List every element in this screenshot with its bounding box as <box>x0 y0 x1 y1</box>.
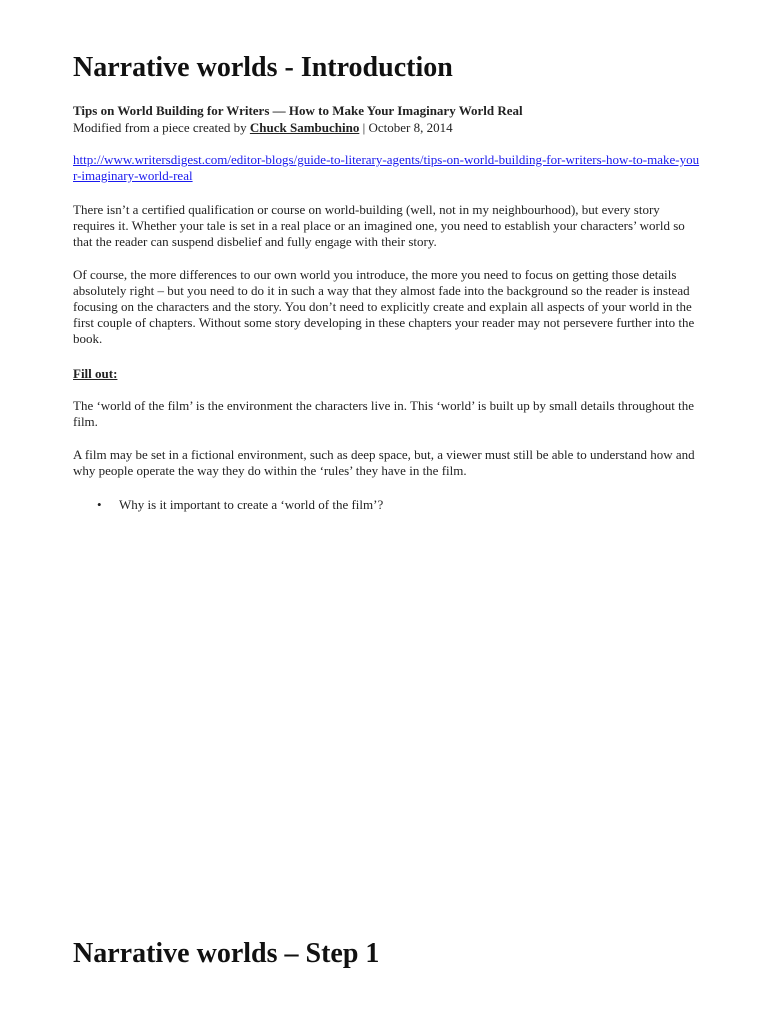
paragraph-intro: There isn’t a certified qualification or course on world-building (well, not in my neighbourhood), but every story requires it. Whether your tale is set in a real place or an imagined one, you need to establish your characters’ world so that the reader can suspend disbelief and fully engage with their story. <box>73 202 685 249</box>
question-text: Why is it important to create a ‘world of the film’? <box>119 497 384 512</box>
list-item <box>73 497 383 513</box>
document-page <box>73 0 703 1024</box>
source-url-link[interactable]: http://www.writersdigest.com/editor-blogs/guide-to-literary-agents/tips-on-world-building-for-writers-how-to-make-your-imaginary-world-real <box>73 152 700 183</box>
byline-prefix: Modified from a piece created by <box>73 120 250 135</box>
bullet-icon: • <box>97 497 102 512</box>
author-link[interactable]: Chuck Sambuchino <box>249 120 360 135</box>
byline-date: | October 8, 2014 <box>359 120 453 135</box>
fill-out-heading: Fill out: <box>73 366 118 381</box>
byline <box>73 119 453 137</box>
paragraph-fictional-environment: A film may be set in a fictional environment, such as deep space, but, a viewer must still be able to understand how and why people operate the way they do within the ‘rules’ they have in the film. <box>73 447 695 478</box>
question-list <box>73 497 383 513</box>
article-subtitle: Tips on World Building for Writers — How to Make Your Imaginary World Real <box>73 103 523 118</box>
page-title: Narrative worlds - Introduction <box>73 52 453 83</box>
paragraph-differences: Of course, the more differences to our own world you introduce, the more you need to focus on getting those details absolutely right – but you need to do it in such a way that they almost fade into the background so the reader is instead focusing on the characters and the story. You don’t need to explicitly create and explain all aspects of your world in the first couple of chapters. Without some story developing in these chapters your reader may not persevere further into the book. <box>73 267 695 346</box>
section-title-step-1: Narrative worlds – Step 1 <box>73 938 380 969</box>
paragraph-world-of-film: The ‘world of the film’ is the environment the characters live in. This ‘world’ is built up by small details throughout the film. <box>73 398 694 429</box>
